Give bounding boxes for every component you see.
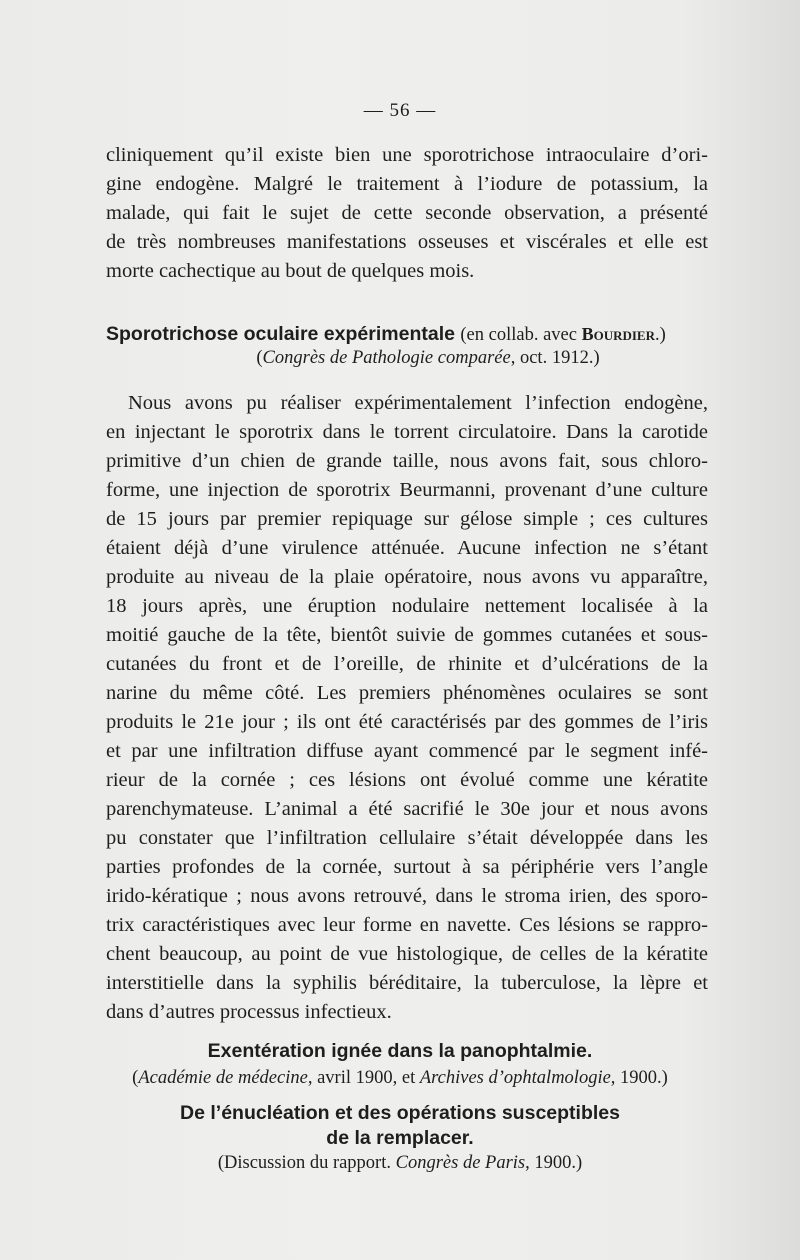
text-line: et par une infiltration diffuse ayant commencé par le segment infé-: [106, 740, 708, 762]
text-line: gine endogène. Malgré le traitement à l’iodure de potassium, la: [106, 173, 708, 195]
ref-venue: Académie de médecine: [138, 1068, 308, 1088]
text-line: forme, une injection de sporotrix Beurmanni, provenant d’une culture: [106, 479, 708, 501]
text-line: produits le 21e jour ; ils ont été caractérisés par des gommes de l’iris: [106, 711, 708, 733]
text-line: cliniquement qu’il existe bien une sporotrichose intraoculaire d’ori-: [106, 144, 708, 166]
text-line: malade, qui fait le sujet de cette seconde observation, a présenté: [106, 202, 708, 224]
ref-date: , oct. 1912.): [510, 348, 600, 368]
text-line: étaient déjà d’une virulence atténuée. Aucune infection ne s’étant: [106, 537, 708, 559]
ref-year: , 1900.): [610, 1068, 668, 1088]
text-line: cutanées du front et de l’oreille, de rhinite et d’ulcérations de la: [106, 653, 708, 675]
section-heading-enucleation-line2: de la remplacer.: [326, 1127, 474, 1149]
text-line: interstitielle dans la syphilis béréditaire, la tuberculose, la lèpre et: [106, 972, 708, 994]
text-line: primitive d’un chien de grande taille, nous avons fait, sous chloro-: [106, 450, 708, 472]
ref-open: (Discussion du rapport.: [217, 1153, 396, 1173]
text-line: de très nombreuses manifestations osseuses et viscérales et elle est: [106, 231, 708, 253]
text-line: Nous avons pu réaliser expérimentalement l’infection endogène,: [128, 392, 708, 414]
text-line: moitié gauche de la tête, bientôt suivie de gommes cutanées et sous-: [106, 624, 708, 646]
text-line: narine du même côté. Les premiers phénomènes oculaires se sont: [106, 682, 708, 704]
ref-venue: Congrès de Pathologie comparée: [262, 348, 511, 368]
reference-congres-paris: [0, 1150, 800, 1176]
section-heading-enucleation: De l’énucléation et des opérations susceptibles: [180, 1102, 620, 1124]
text-line: parties profondes de la cornée, surtout à sa périphérie vers l’angle: [106, 856, 708, 878]
text-line: produite au niveau de la plaie opératoire, nous avons vu apparaître,: [106, 566, 708, 588]
page-number: — 56 —: [363, 100, 437, 121]
text-line: de 15 jours par premier repiquage sur gélose simple ; ces cultures: [106, 508, 708, 530]
text-line: rieur de la cornée ; ces lésions ont évolué comme une kératite: [106, 769, 708, 791]
ref-open: (: [256, 348, 263, 368]
ref-journal: Archives d’ophtalmologie: [419, 1068, 611, 1088]
ref-venue: Congrès de Paris: [395, 1153, 526, 1173]
paragraph-observation-conclusion: [106, 141, 708, 286]
paragraph-experimental-infection: [106, 389, 708, 1027]
section-title: Sporotrichose oculaire expérimentale: [106, 323, 455, 345]
text-line: parenchymateuse. L’animal a été sacrifié le 30e jour et nous avons: [106, 798, 708, 820]
text-line: morte cachectique au bout de quelques mois.: [106, 260, 475, 282]
text-line: dans d’autres processus infectieux.: [106, 1001, 392, 1023]
reference-congres-pathologie: [28, 345, 800, 371]
section-heading-exenteration: Exentération ignée dans la panophtalmie.: [207, 1040, 593, 1062]
text-line: pu constater que l’infiltration cellulaire s’était développée dans les: [106, 827, 708, 849]
ref-open: (: [132, 1068, 139, 1088]
text-line: en injectant le sporotrix dans le torrent circulatoire. Dans la carotide: [106, 421, 708, 443]
collab-suffix: .): [655, 325, 666, 345]
text-line: chent beaucoup, au point de vue histologique, de celles de la kératite: [106, 943, 708, 965]
collab-author: Bourdier: [581, 324, 655, 344]
text-line: irido-kératique ; nous avons retrouvé, dans le stroma irien, des sporo-: [106, 885, 708, 907]
text-line: trix caractéristiques avec leur forme en navette. Ces lésions se rappro-: [106, 914, 708, 936]
collab-prefix: (en collab. avec: [460, 325, 582, 345]
section-heading-sporotrichose: [106, 321, 716, 348]
ref-year: , 1900.): [525, 1153, 583, 1173]
ref-date: , avril 1900, et: [307, 1068, 420, 1088]
reference-academie-medecine: [0, 1065, 800, 1091]
text-line: 18 jours après, une éruption nodulaire nettement localisée à la: [106, 595, 708, 617]
